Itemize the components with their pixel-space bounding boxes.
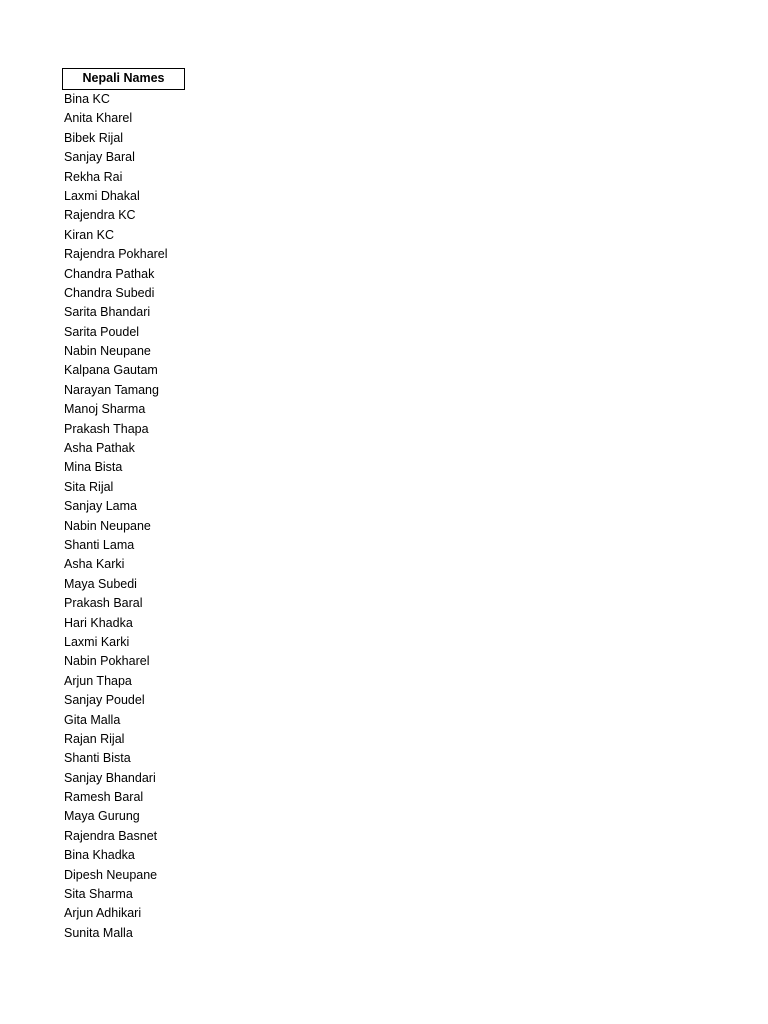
name-cell: Sanjay Lama <box>64 499 137 514</box>
name-cell: Sarita Poudel <box>64 324 140 339</box>
name-cell: Kalpana Gautam <box>64 363 158 378</box>
name-cell: Asha Pathak <box>64 441 135 456</box>
name-cell: Maya Gurung <box>64 809 140 824</box>
name-cell: Sanjay Poudel <box>64 693 145 708</box>
name-cell: Manoj Sharma <box>64 402 146 417</box>
name-cell: Asha Karki <box>64 557 125 572</box>
name-cell: Sita Rijal <box>64 479 114 494</box>
name-cell: Laxmi Karki <box>64 634 130 649</box>
name-cell: Sanjay Bhandari <box>64 770 156 785</box>
name-cell: Kiran KC <box>64 227 115 242</box>
name-cell: Ramesh Baral <box>64 790 144 805</box>
name-cell: Nabin Neupane <box>64 344 151 359</box>
name-cell: Rajendra Pokharel <box>64 247 168 262</box>
name-cell: Nabin Neupane <box>64 518 151 533</box>
name-cell: Prakash Thapa <box>64 421 149 436</box>
name-cell: Rajendra KC <box>64 208 136 223</box>
name-cell: Hari Khadka <box>64 615 133 630</box>
name-cell: Maya Subedi <box>64 576 137 591</box>
name-cell: Arjun Adhikari <box>64 906 142 921</box>
name-cell: Gita Malla <box>64 712 121 727</box>
name-cell: Sanjay Baral <box>64 150 135 165</box>
name-cell: Rekha Rai <box>64 169 123 184</box>
name-cell: Mina Bista <box>64 460 123 475</box>
name-cell: Bibek Rijal <box>64 130 124 145</box>
name-cell: Prakash Baral <box>64 596 143 611</box>
name-cell: Shanti Lama <box>64 537 135 552</box>
name-cell: Sarita Bhandari <box>64 305 151 320</box>
name-cell: Anita Kharel <box>64 111 133 126</box>
name-cell: Narayan Tamang <box>64 382 159 397</box>
column-header: Nepali Names <box>62 68 185 90</box>
name-cell: Laxmi Dhakal <box>64 188 140 203</box>
name-cell: Rajan Rijal <box>64 731 125 746</box>
names-list <box>62 90 262 943</box>
name-cell: Nabin Pokharel <box>64 654 150 669</box>
name-cell: Bina KC <box>64 92 110 106</box>
name-cell: Bina Khadka <box>64 848 135 863</box>
name-cell: Shanti Bista <box>64 751 131 766</box>
name-cell: Chandra Subedi <box>64 285 155 300</box>
name-cell: Arjun Thapa <box>64 673 132 688</box>
name-cell: Dipesh Neupane <box>64 867 158 882</box>
name-cell: Chandra Pathak <box>64 266 155 281</box>
name-cell: Sunita Malla <box>64 925 133 940</box>
name-cell: Sita Sharma <box>64 887 133 902</box>
name-cell: Rajendra Basnet <box>64 828 158 843</box>
names-sheet <box>62 68 262 943</box>
